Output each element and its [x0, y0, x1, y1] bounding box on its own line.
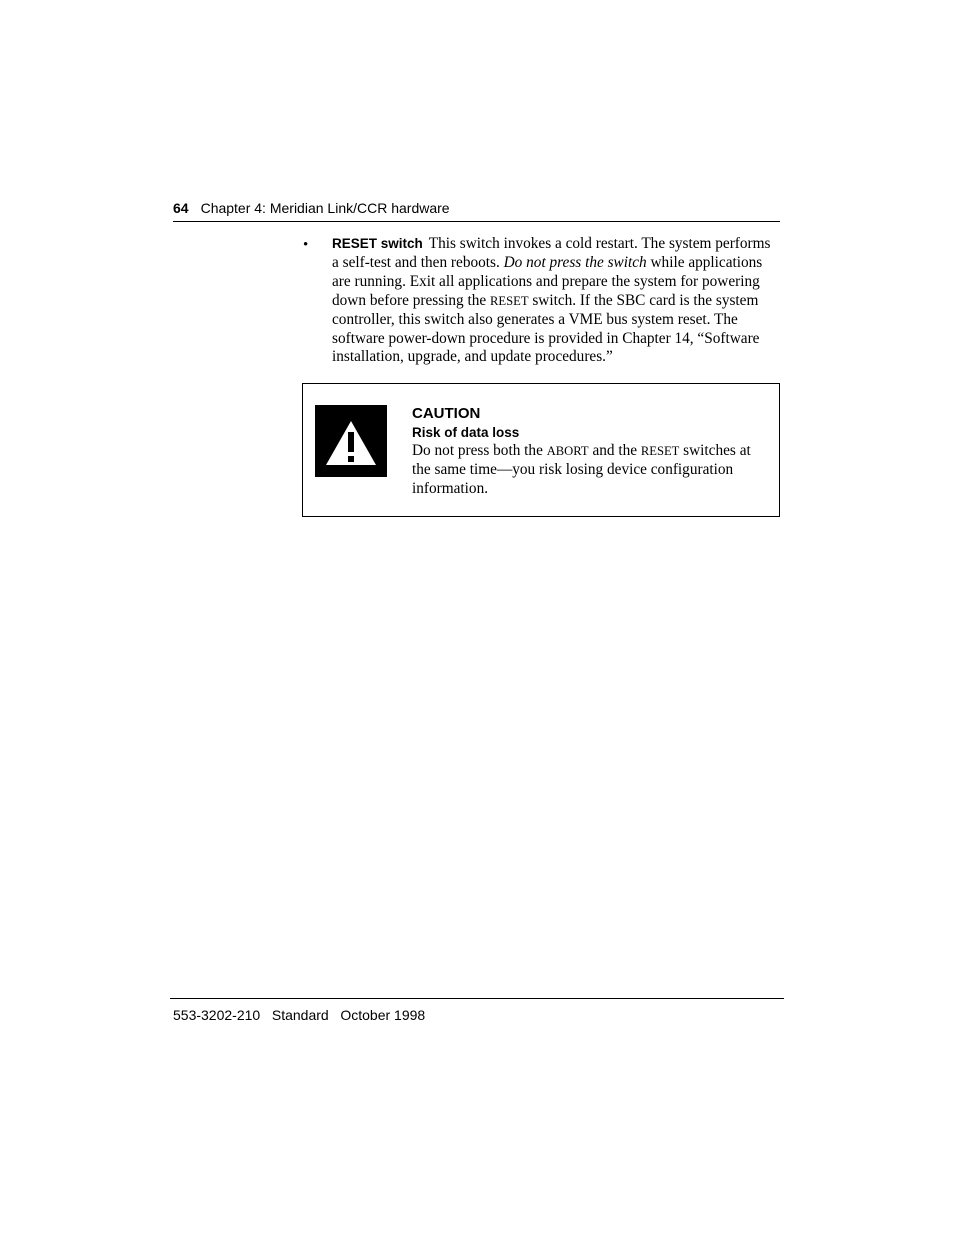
paragraph-emphasis: Do not press the switch	[503, 253, 647, 271]
reset-smallcaps: RESET	[490, 293, 529, 308]
caution-text-1: Do not press both the	[412, 442, 547, 459]
paragraph-text-3: switch. If the SBC card is the system controller, this switch also generates a VME bus system reset. The software power-down procedure is provided in Chapter 14, “Software installation, upgrade, and update procedures.”	[332, 291, 760, 366]
caution-text-2: and the	[588, 442, 641, 459]
bullet-marker: •	[303, 237, 309, 253]
warning-triangle-icon	[315, 405, 387, 477]
caution-text-3: switches at the same time—you risk losing device configuration information.	[412, 442, 751, 497]
caution-body	[412, 442, 772, 499]
caution-title: CAUTION	[412, 405, 481, 422]
chapter-title: Chapter 4: Meridian Link/CCR hardware	[200, 200, 450, 216]
doc-status: Standard	[271, 1007, 329, 1023]
reset-smallcaps-caution: RESET	[640, 444, 680, 458]
footer-divider	[170, 998, 784, 999]
header-divider	[173, 221, 780, 222]
doc-date: October 1998	[340, 1007, 426, 1023]
reset-switch-paragraph	[332, 235, 778, 367]
page-number: 64	[173, 200, 189, 216]
paragraph-text-1: This switch invokes a cold restart. The system performs a self-test and then reboots.	[332, 235, 771, 271]
reset-switch-term: RESET switch	[332, 236, 423, 251]
page-footer	[173, 1007, 425, 1024]
page-header	[173, 200, 450, 217]
abort-smallcaps: ABORT	[546, 444, 589, 458]
doc-number: 553-3202-210	[173, 1007, 261, 1023]
caution-subtitle: Risk of data loss	[412, 425, 520, 440]
caution-content	[412, 404, 772, 499]
paragraph-text-2: while applications are running. Exit all applications and prepare the system for powering down before pressing the	[332, 253, 763, 309]
caution-box	[302, 383, 780, 517]
